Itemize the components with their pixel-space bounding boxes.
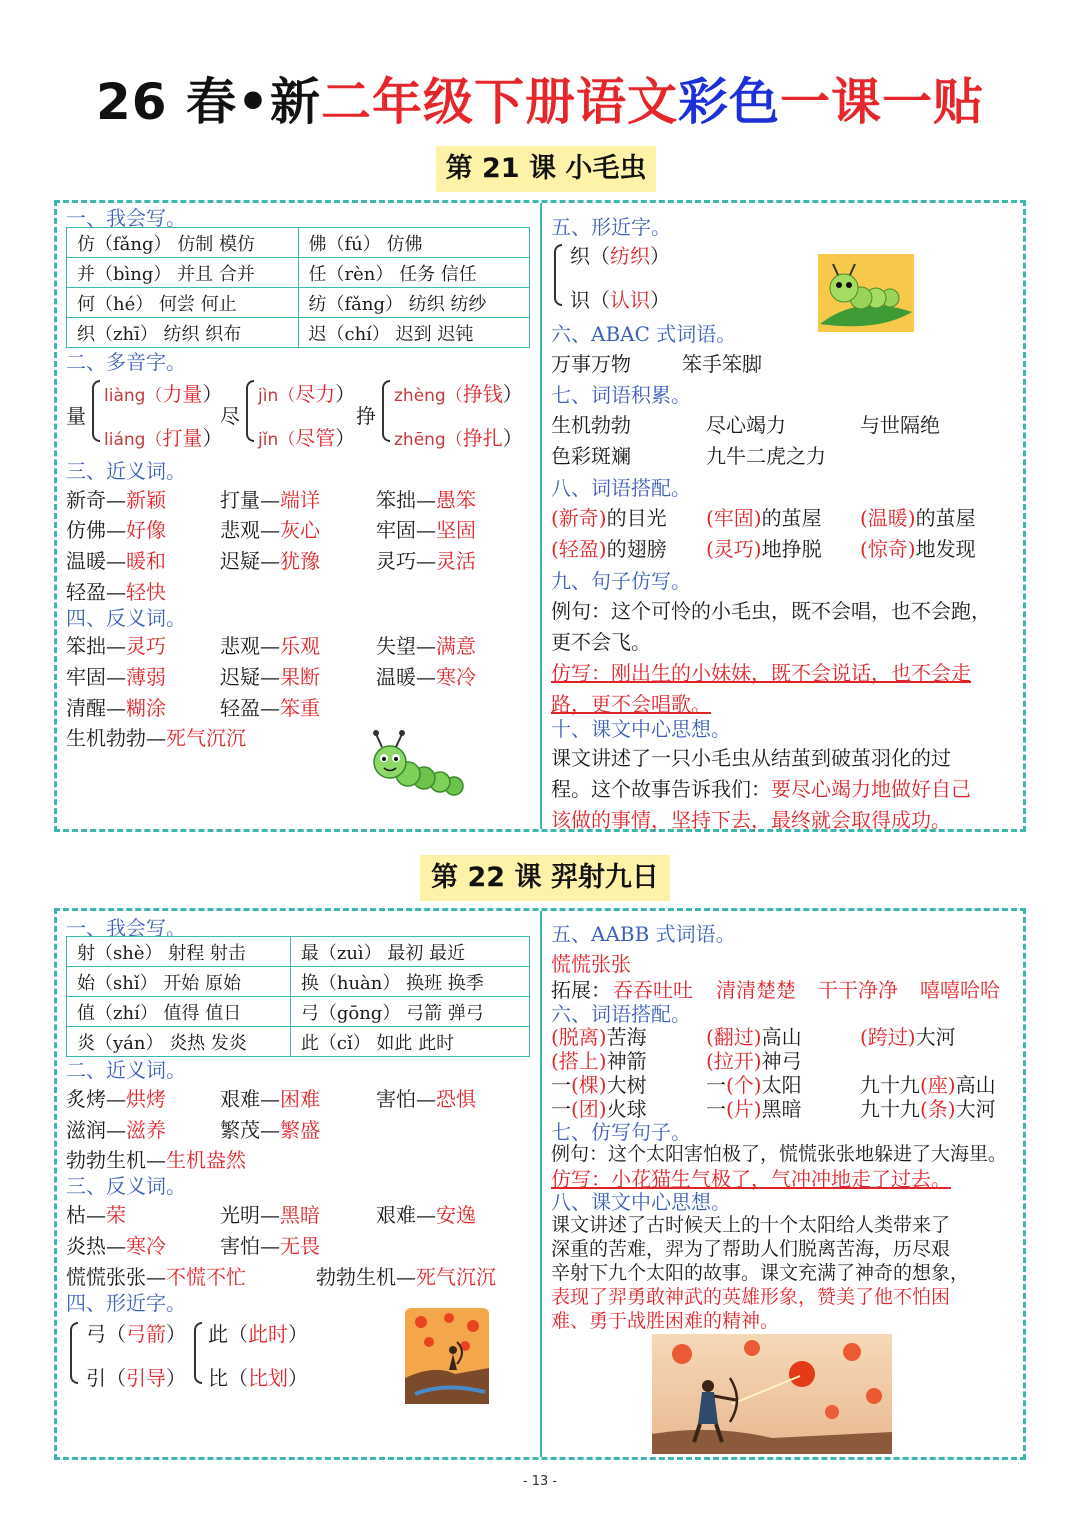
table-cell: 迟（chí） 迟到 迟钝: [298, 318, 530, 348]
word-pair: 轻盈—轻快: [66, 580, 166, 604]
aabb-word: 吞吞吐吐: [613, 978, 693, 1002]
poly-item: zhèng（挣钱）: [394, 382, 523, 406]
word-pair: 新奇—新颖: [66, 488, 166, 512]
title-part-1: 26 春•新: [96, 73, 321, 131]
l21-sec-abac: 六、ABAC 式词语。: [551, 322, 737, 346]
idea-line: 程。这个故事告诉我们：要尽心竭力地做好自己: [551, 777, 971, 801]
aabb-ext-label: 拓展：: [551, 978, 611, 1002]
lesson-22-title: 第 22 课 羿射九日: [420, 855, 670, 901]
table-cell: 此（cǐ） 如此 此时: [290, 1027, 529, 1057]
example-line: 例句：这个可怜的小毛虫，既不会唱，也不会跑，: [551, 599, 991, 623]
brace-icon: [70, 1322, 78, 1384]
poly-item: liàng（力量）: [104, 382, 223, 406]
word-pair: 慌慌张张—不慌不忙: [66, 1265, 246, 1289]
sim-item: 比（比划）: [208, 1366, 308, 1390]
match-item: (翻过)高山: [706, 1025, 802, 1049]
table-row: [67, 258, 530, 288]
table-cell: 织（zhī） 纺织 织布: [67, 318, 299, 348]
table-row: [67, 997, 530, 1027]
word-pair: 清醒—糊涂: [66, 696, 166, 720]
title-part-4: 一课一贴: [779, 73, 984, 131]
match-item: (拉开)神弓: [706, 1049, 802, 1073]
word-pair: 笨拙—愚笨: [376, 488, 476, 512]
match-item: (新奇)的目光: [551, 506, 667, 530]
brace-icon: [92, 380, 100, 442]
table-cell: 仿（fǎng） 仿制 模仿: [67, 228, 299, 258]
imitation-line: 仿写：小花猫生气极了，气冲冲地走了过去。: [551, 1167, 951, 1191]
match-item: (惊奇)地发现: [860, 537, 976, 561]
word-pair: 滋润—滋养: [66, 1118, 166, 1142]
poly-char-3: 挣: [356, 404, 376, 428]
match-item: 一(团)火球: [551, 1097, 647, 1121]
table-row: [67, 967, 530, 997]
idea-line: 辛射下九个太阳的故事。课文充满了神奇的想象，: [551, 1262, 970, 1284]
word-pair: 迟疑—果断: [220, 665, 320, 689]
l22-write-table: [66, 936, 530, 1057]
caterpillar-icon: [818, 254, 914, 332]
table-cell: 换（huàn） 换班 换季: [290, 967, 529, 997]
word-pair: 勃勃生机—生机盎然: [66, 1148, 246, 1172]
acc-word: 尽心竭力: [706, 413, 786, 437]
word-pair: 打量—端详: [220, 488, 320, 512]
table-row: [67, 318, 530, 348]
table-row: [67, 228, 530, 258]
word-pair: 光明—黑暗: [220, 1203, 320, 1227]
word-pair: 繁茂—繁盛: [220, 1118, 320, 1142]
l22-sec-sim: 四、形近字。: [66, 1291, 186, 1315]
l22-sec-aabb: 五、AABB 式词语。: [551, 922, 736, 946]
match-item: 九十九(座)高山: [860, 1073, 996, 1097]
idea-line: 难、勇于战胜困难的精神。: [551, 1310, 780, 1332]
sim-item: 引（引导）: [86, 1366, 186, 1390]
word-pair: 温暖—暖和: [66, 549, 166, 573]
match-item: (牢固)的茧屋: [706, 506, 822, 530]
l21-sec-write: 一、我会写。: [66, 206, 186, 230]
abac-word: 笨手笨脚: [682, 352, 762, 376]
idea-line: 深重的苦难，羿为了帮助人们脱离苦海，历尽艰: [551, 1238, 951, 1260]
brace-icon: [554, 244, 562, 306]
poly-item: jìn（尽力）: [258, 382, 356, 406]
match-item: (轻盈)的翅膀: [551, 537, 667, 561]
table-cell: 值（zhí） 值得 值日: [67, 997, 291, 1027]
imitation-line: 路，更不会唱歌。: [551, 692, 711, 716]
l22-sec-write: 一、我会写。: [66, 916, 186, 940]
table-row: [67, 288, 530, 318]
archer-scene-icon: [652, 1334, 892, 1454]
archer-scene-icon: [405, 1308, 489, 1404]
match-item: 一(个)太阳: [706, 1073, 802, 1097]
example-line: 例句：这个太阳害怕极了，慌慌张张地躲进了大海里。: [551, 1143, 1008, 1165]
match-item: 一(棵)大树: [551, 1073, 647, 1097]
lesson-21-divider: [540, 203, 542, 829]
word-pair: 失望—满意: [376, 634, 476, 658]
table-cell: 并（bìng） 并且 合并: [67, 258, 299, 288]
lesson-22-divider: [540, 911, 542, 1457]
brace-icon: [246, 380, 254, 442]
match-item: (脱离)苦海: [551, 1025, 647, 1049]
table-row: [67, 937, 530, 967]
word-pair: 害怕—恐惧: [376, 1087, 476, 1111]
poly-char-2: 尽: [220, 404, 240, 428]
table-cell: 最（zuì） 最初 最近: [290, 937, 529, 967]
idea-line: 课文讲述了古时候天上的十个太阳给人类带来了: [551, 1214, 951, 1236]
table-cell: 佛（fú） 仿佛: [298, 228, 530, 258]
brace-icon: [194, 1322, 202, 1384]
aabb-word: 清清楚楚: [716, 978, 796, 1002]
idea-line: 该做的事情，坚持下去，最终就会取得成功。: [551, 808, 951, 832]
word-pair: 害怕—无畏: [220, 1234, 320, 1258]
table-cell: 弓（gōng） 弓箭 弹弓: [290, 997, 529, 1027]
table-cell: 射（shè） 射程 射击: [67, 937, 291, 967]
imitation-line: 仿写：刚出生的小妹妹，既不会说话，也不会走: [551, 661, 971, 685]
acc-word: 与世隔绝: [860, 413, 940, 437]
word-pair: 牢固—薄弱: [66, 665, 166, 689]
title-part-2: 二年级下册语文: [320, 73, 678, 131]
match-item: (跨过)大河: [860, 1025, 956, 1049]
match-item: 一(片)黑暗: [706, 1097, 802, 1121]
l21-sec-idea: 十、课文中心思想。: [551, 717, 731, 741]
word-pair: 艰难—困难: [220, 1087, 320, 1111]
l21-sec-ant: 四、反义词。: [66, 606, 186, 630]
l21-sec-poly: 二、多音字。: [66, 350, 186, 374]
match-item: 九十九(条)大河: [860, 1097, 996, 1121]
poly-item: liáng（打量）: [104, 426, 223, 450]
lesson-21-title: 第 21 课 小毛虫: [436, 146, 656, 192]
l22-sec-idea: 八、课文中心思想。: [551, 1190, 731, 1214]
word-pair: 牢固—坚固: [376, 518, 476, 542]
page-number: - 13 -: [522, 1474, 558, 1489]
acc-word: 九牛二虎之力: [706, 444, 826, 468]
example-line: 更不会飞。: [551, 630, 651, 654]
word-pair: 灵巧—灵活: [376, 549, 476, 573]
match-item: (灵巧)地挣脱: [706, 537, 822, 561]
acc-word: 生机勃勃: [551, 413, 631, 437]
poly-char-1: 量: [66, 404, 86, 428]
l22-sec-match: 六、词语搭配。: [551, 1002, 691, 1026]
l22-sec-ant: 三、反义词。: [66, 1174, 186, 1198]
word-pair: 温暖—寒冷: [376, 665, 476, 689]
l21-sec-acc: 七、词语积累。: [551, 383, 691, 407]
caterpillar-icon: [366, 726, 466, 802]
word-pair: 迟疑—犹豫: [220, 549, 320, 573]
idea-line: 课文讲述了一只小毛虫从结茧到破茧羽化的过: [551, 746, 951, 770]
page-title: [0, 62, 1080, 134]
table-cell: 炎（yán） 炎热 发炎: [67, 1027, 291, 1057]
idea-line: 表现了羿勇敢神武的英雄形象，赞美了他不怕困: [551, 1286, 951, 1308]
poly-item: jǐn（尽管）: [258, 426, 356, 450]
word-pair: 枯—荣: [66, 1203, 126, 1227]
word-pair: 艰难—安逸: [376, 1203, 476, 1227]
brace-icon: [382, 380, 390, 442]
title-part-3: 彩色: [677, 73, 780, 131]
word-pair: 生机勃勃—死气沉沉: [66, 726, 246, 750]
l21-sec-syn: 三、近义词。: [66, 459, 186, 483]
table-cell: 纺（fǎng） 纺织 纺纱: [298, 288, 530, 318]
word-pair: 悲观—灰心: [220, 518, 320, 542]
aabb-word: 干干净净: [818, 978, 898, 1002]
match-item: (温暖)的茧屋: [860, 506, 976, 530]
word-pair: 炙烤—烘烤: [66, 1087, 166, 1111]
aabb-main: 慌慌张张: [551, 952, 631, 976]
sim-item: 此（此时）: [208, 1322, 308, 1346]
aabb-word: 嘻嘻哈哈: [920, 978, 1000, 1002]
table-cell: 始（shǐ） 开始 原始: [67, 967, 291, 997]
l21-sec-imit: 九、句子仿写。: [551, 569, 691, 593]
poly-item: zhēng（挣扎）: [394, 426, 523, 450]
l21-sec-match: 八、词语搭配。: [551, 476, 691, 500]
sim-item: 织（纺织）: [570, 244, 670, 268]
word-pair: 勃勃生机—死气沉沉: [316, 1265, 496, 1289]
l22-sec-syn: 二、近义词。: [66, 1058, 186, 1082]
word-pair: 炎热—寒冷: [66, 1234, 166, 1258]
l22-sec-imit: 七、仿写句子。: [551, 1120, 691, 1144]
sim-item: 弓（弓箭）: [86, 1322, 186, 1346]
word-pair: 悲观—乐观: [220, 634, 320, 658]
acc-word: 色彩斑斓: [551, 444, 631, 468]
match-item: (搭上)神箭: [551, 1049, 647, 1073]
sim-item: 识（认识）: [570, 288, 670, 312]
table-cell: 任（rèn） 任务 信任: [298, 258, 530, 288]
l21-write-table: [66, 227, 530, 348]
abac-word: 万事万物: [551, 352, 631, 376]
word-pair: 轻盈—笨重: [220, 696, 320, 720]
l21-sec-sim: 五、形近字。: [551, 215, 671, 239]
table-row: [67, 1027, 530, 1057]
word-pair: 笨拙—灵巧: [66, 634, 166, 658]
word-pair: 仿佛—好像: [66, 518, 166, 542]
table-cell: 何（hé） 何尝 何止: [67, 288, 299, 318]
